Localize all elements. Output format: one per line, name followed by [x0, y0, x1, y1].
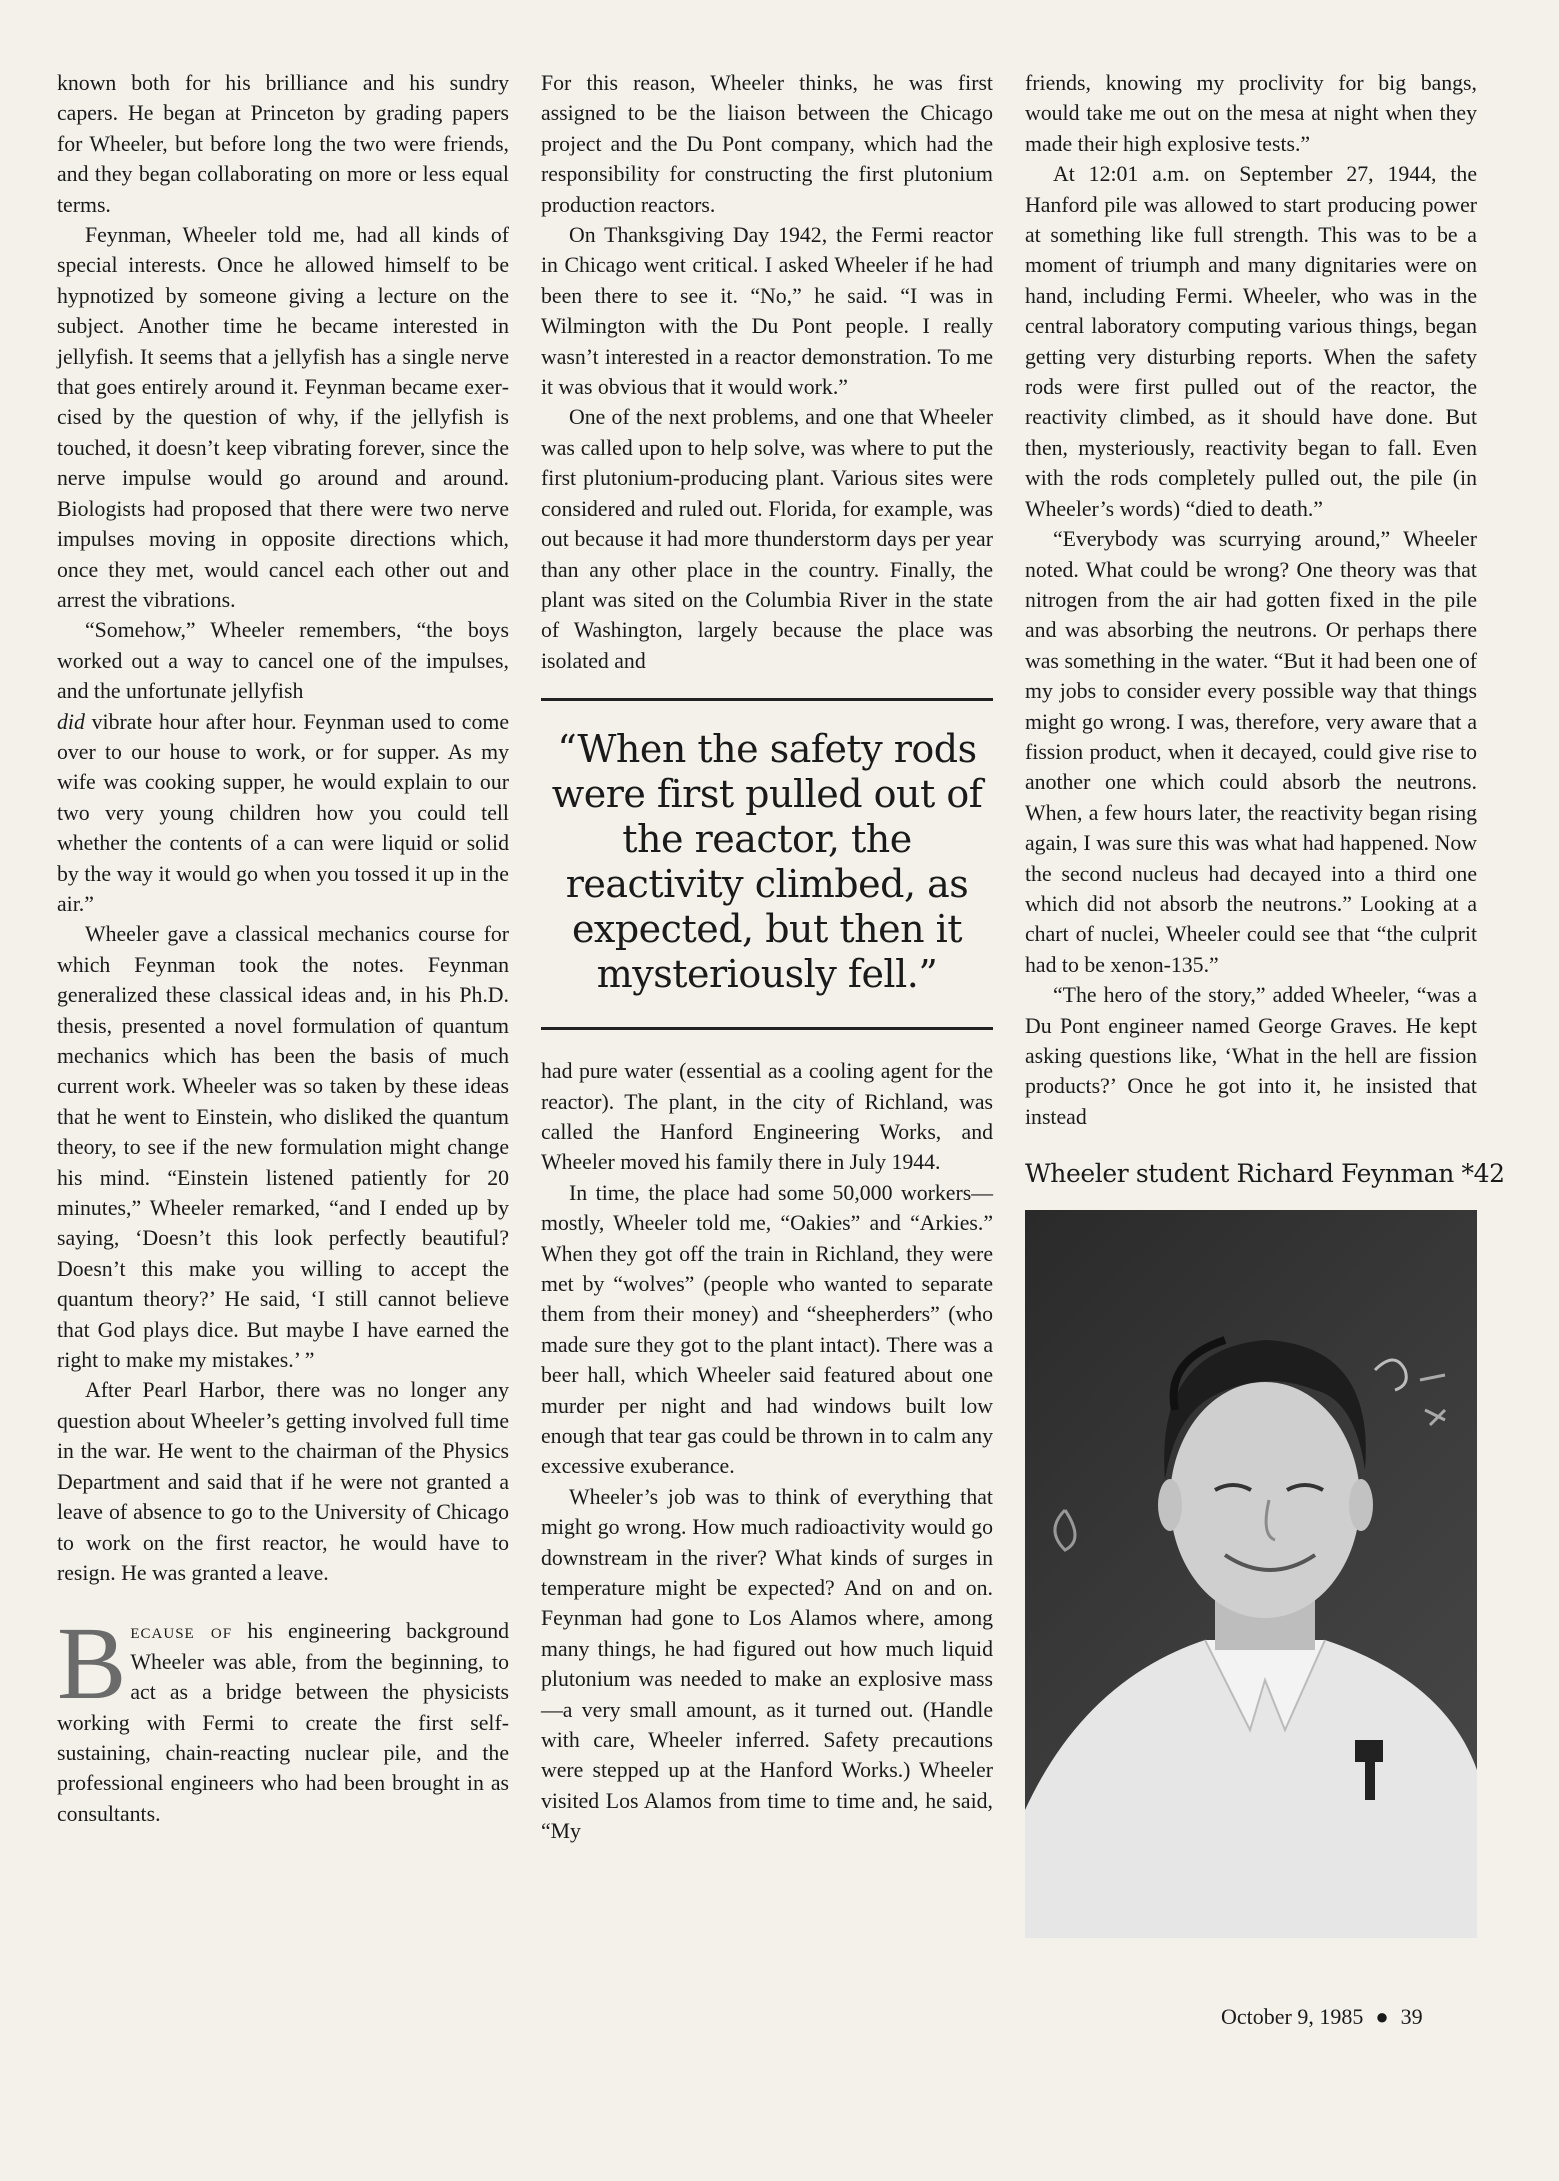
- paragraph: “Somehow,” Wheeler remembers, “the boys worked out a way to cancel one of the impulses, and the unfortunate jellyfish: [57, 618, 509, 704]
- article-column-1: [57, 68, 509, 1829]
- page-footer: [1221, 2004, 1423, 2030]
- paragraph-text: his engineering background Wheeler was able, from the beginning, to act as a bridge between the physicists working with Fermi to create the first self-sustaining, chain-reacting nuclear pile, and the professional engineers who had been brought in as consultants.: [57, 1619, 509, 1826]
- italic-word: did: [57, 709, 85, 734]
- pull-quote: “When the safety rods were first pulled out of the reactor, the reactivity climbed, as expected, but then it mysteriously fell.”: [541, 698, 993, 1030]
- page-number: 39: [1400, 2004, 1423, 2029]
- paragraph: friends, knowing my proclivity for big bangs, would take me out on the mesa at night when they made their high explosive tests.”: [1025, 71, 1477, 156]
- paragraph: Feynman, Wheeler told me, had all kinds of special interests. Once he allowed himself to be hypnotized by someone giving a lecture on the subject. Another time he became interested in jellyfish. It seems that a jellyfish has a single nerve that goes entirely around it. Feynman became exercised by the question of why, if the jellyfish is touched, it doesn’t keep vibrating forever, since the nerve impulse would go around and around. Biologists had proposed that there were two nerve impulses moving in opposite directions which, once they met, would cancel each other out and arrest the vibrations.: [57, 223, 509, 612]
- portrait-photo: [1025, 1210, 1477, 1938]
- paragraph: had pure water (essential as a cooling agent for the reactor). The plant, in the city of Richland, was called the Hanford Engineering Works, and Wheeler moved his family there in July 1944.: [541, 1059, 993, 1175]
- article-column-3: [1025, 68, 1505, 1938]
- paragraph: One of the next problems, and one that Wheeler was called upon to help solve, was where to put the first plutonium-producing plant. Various sites were considered and ruled out. Florida, for example, was out because it had more thunderstorm days per year than any other place in the country. Finally, the plant was sited on the Columbia River in the state of Washington, largely because the place was isolated and: [541, 405, 993, 673]
- paragraph: For this reason, Wheeler thinks, he was first assigned to be the liaison between the Chicago project and the Du Pont company, which had the responsibility for constructing the first plutonium production reactors.: [541, 71, 993, 217]
- article-column-2: [541, 68, 993, 1847]
- paragraph-continuation: vibrate hour after hour. Feynman used to come over to our house to work, or for supper. As my wife was cooking supper, he would explain to our two very young children how you could tell whether the contents of a can were liquid or solid by the way it would go when you tossed it up in the air.”: [57, 709, 510, 916]
- paragraph: At 12:01 a.m. on September 27, 1944, the Hanford pile was allowed to start producing power at something like full strength. This was to be a moment of triumph and many dignitaries were on hand, including Fermi. Wheeler, who was in the central laboratory computing various things, began getting very disturbing reports. When the safety rods were first pulled out of the reactor, the reactivity climbed, as it should have done. But then, mysteriously, reactivity began to fall. Even with the rods completely pulled out, the pile (in Wheeler’s words) “died to death.”: [1025, 162, 1477, 521]
- paragraph: “The hero of the story,” added Wheeler, “was a Du Pont engineer named George Graves. He kept asking questions like, ‘What in the hell are fission products?’ Once he got into it, he insisted that instead: [1025, 983, 1477, 1129]
- paragraph: [57, 707, 509, 920]
- paragraph: In time, the place had some 50,000 workers—mostly, Wheeler told me, “Oakies” and “Arkies.” When they got off the train in Richland, they were met by “wolves” (people who wanted to separate them from their money) and “sheepherders” (who made sure they got to the plant intact). There was a beer hall, which Wheeler said featured about one murder per night and had windows built low enough that tear gas could be thrown in to calm any excessive exuberance.: [541, 1180, 993, 1479]
- paragraph: known both for his brilliance and his sundry capers. He began at Princeton by grading papers for Wheeler, but before long the two were friends, and they began collaborating on more or less equal terms.: [57, 71, 509, 217]
- issue-date: October 9, 1985: [1221, 2004, 1364, 2029]
- bullet-icon: ●: [1375, 2004, 1389, 2029]
- portrait-photo-icon: [1025, 1210, 1477, 1938]
- paragraph: Wheeler’s job was to think of everything that might go wrong. How much radioactivity would go downstream in the river? What kinds of surges in temperature might be expected? And on and on. Feynman had gone to Los Alamos where, among many things, he had figured out how much liquid plutonium was needed to make an explosive mass—a very small amount, as it turned out. (Handle with care, Wheeler inferred. Safety precautions were stepped up at the Hanford Works.) Wheeler visited Los Alamos from time to time and, he said, “My: [541, 1484, 993, 1844]
- photo-caption: Wheeler student Richard Feynman *42: [1025, 1159, 1505, 1189]
- paragraph: Wheeler gave a classical mechanics course for which Feynman took the notes. Feynman generalized these classical ideas and, in his Ph.D. thesis, presented a novel formulation of quantum mechanics which has been the basis of much current work. Wheeler was so taken by these ideas that he went to Einstein, who disliked the quantum theory, to see if the new formulation might change his mind. “Einstein listened patiently for 20 minutes,” Wheeler remarked, “and I ended up by saying, ‘Doesn’t this look perfectly beautiful? Doesn’t this make you willing to accept the quantum theory?’ He said, ‘I still cannot believe that God plays dice. But maybe I have earned the right to make my mistakes.’ ”: [57, 922, 509, 1373]
- paragraph: After Pearl Harbor, there was no longer any question about Wheeler’s getting involved full time in the war. He went to the chairman of the Physics Department and said that if he were not granted a leave of absence to go to the University of Chicago to work on the first reactor, he would have to resign. He was granted a leave.: [57, 1378, 509, 1585]
- dropcap-letter: B: [57, 1606, 127, 1722]
- paragraph: “Everybody was scurrying around,” Wheeler noted. What could be wrong? One theory was that nitrogen from the air had gotten fixed in the pile and was absorbing the neutrons. Or perhaps there was something in the water. “But it had been one of my jobs to consider every possible way that things might go wrong. I was, therefore, very aware that a fission product, when it decayed, could give rise to another one which could absorb the neutrons. When, a few hours later, the reactivity began rising again, I was sure this was what had happened. Now the second nucleus had decayed into a third one which did not absorb the neutrons.” Looking at a chart of nuclei, Wheeler could see that “the culprit had to be xenon-135.”: [1025, 527, 1477, 977]
- smallcaps-lead: ecause of: [130, 1619, 233, 1644]
- paragraph: On Thanksgiving Day 1942, the Fermi reactor in Chicago went critical. I asked Wheeler if he had been there to see it. “No,” he said. “I was in Wilmington with the Du Pont people. I really wasn’t interested in a reactor demonstration. To me it was obvious that it would work.”: [541, 223, 993, 400]
- dropcap-paragraph: [57, 1606, 509, 1829]
